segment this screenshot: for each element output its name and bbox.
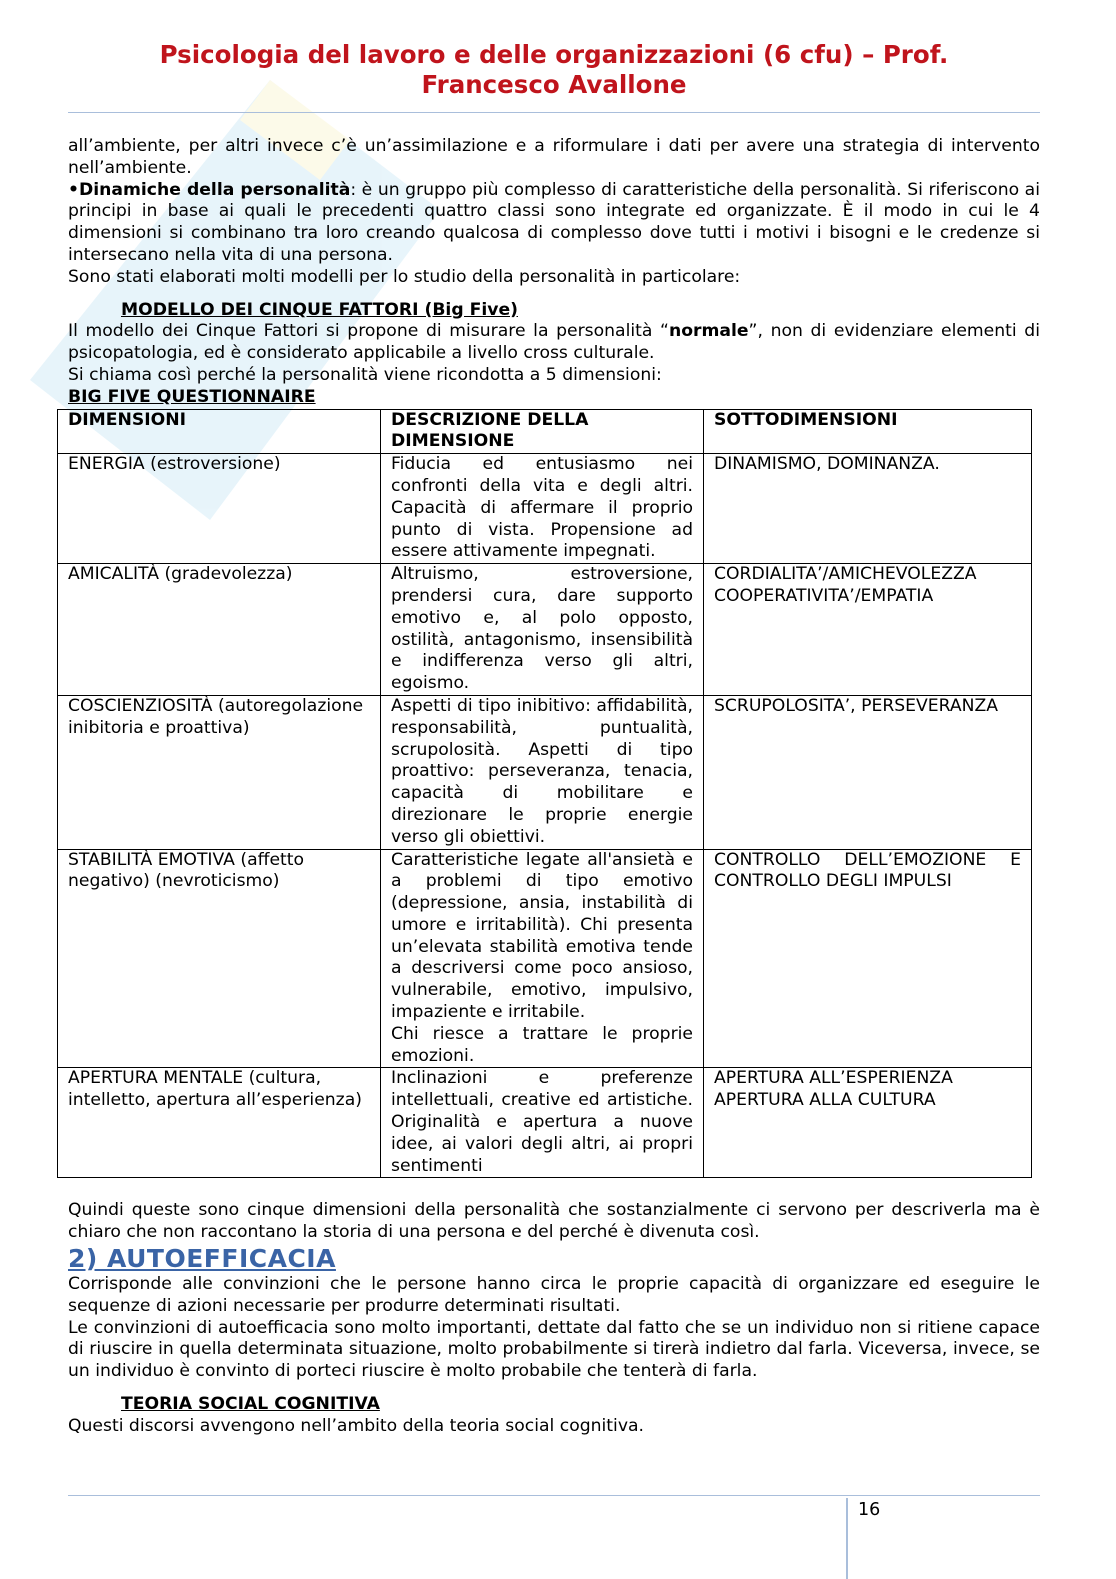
column-header: SOTTODIMENSIONI (704, 409, 1032, 454)
footer-divider (846, 1498, 848, 1579)
column-header: DIMENSIONI (58, 409, 381, 454)
table-row (58, 695, 1032, 849)
column-header: DESCRIZIONE DELLA DIMENSIONE (381, 409, 704, 454)
big-five-heading: MODELLO DEI CINQUE FATTORI (Big Five) (121, 299, 518, 320)
bullet-dinamiche (68, 180, 1040, 267)
big-five-dimensions-intro: Si chiama così perché la personalità viene ricondotta a 5 dimensioni: (68, 364, 662, 385)
after-table-paragraph: Quindi queste sono cinque dimensioni della personalità che sostanzialmente ci servono per descriverla ma è chiaro che non raccontano la storia di una persona e del perché è divenuta così. (68, 1200, 1040, 1243)
dimension-cell: STABILITÀ EMOTIVA (affetto negativo) (nevroticismo) (58, 849, 381, 1068)
dimension-cell: ENERGIA (estroversione) (58, 454, 381, 564)
header-title-line1: Psicologia del lavoro e delle organizzazioni (6 cfu) – Prof. (159, 40, 949, 69)
description-cell: Altruismo, estroversione, prendersi cura, dare supporto emotivo e, al polo opposto, ostilità, antagonismo, insensibilità e indifferenza verso gli altri, egoismo. (381, 564, 704, 696)
big-five-paragraph (68, 321, 1040, 365)
social-cognitive-paragraph: Questi discorsi avvengono nell’ambito della teoria social cognitiva. (68, 1415, 644, 1436)
description-cell (381, 849, 704, 1068)
subdimension-cell: DINAMISMO, DOMINANZA. (704, 454, 1032, 564)
description-cell: Fiducia ed entusiasmo nei confronti della vita e degli altri. Capacità di affermare il proprio punto di vista. Propensione ad essere attivamente impegnati. (381, 454, 704, 564)
page-number: 16 (858, 1500, 881, 1520)
subdimension-cell: APERTURA ALL’ESPERIENZA APERTURA ALLA CULTURA (704, 1068, 1032, 1178)
subdimension-cell: SCRUPOLOSITA’, PERSEVERANZA (704, 695, 1032, 849)
big-five-bold: normale (668, 321, 749, 342)
table-row (58, 454, 1032, 564)
table-header-row (58, 409, 1032, 454)
dimension-cell: COSCIENZIOSITÀ (autoregolazione inibitoria e proattiva) (58, 695, 381, 849)
big-five-table (57, 409, 1032, 1179)
bullet-term: Dinamiche della personalità (79, 179, 351, 200)
table-row (58, 1068, 1032, 1178)
intro-paragraph: all’ambiente, per altri invece c’è un’assimilazione e a riformulare i dati per avere una strategia di intervento nell’ambiente. (68, 136, 1040, 178)
big-five-text-b: ”, non di evidenziare elementi di psicopatologia, ed è considerato applicabile a livello cross culturale. (68, 321, 1040, 364)
description-cell: Inclinazioni e preferenze intellettuali, creative ed artistiche. Originalità e apertura a nuove idee, ai valori degli altri, ai propri sentimenti (381, 1068, 704, 1178)
dimension-cell: AMICALITÀ (gradevolezza) (58, 564, 381, 696)
autoefficacia-paragraph-1: Corrisponde alle convinzioni che le persone hanno circa le proprie capacità di organizzare ed eseguire le sequenze di azioni necessarie per produrre determinati risultati. (68, 1274, 1040, 1316)
description-extra: Chi riesce a trattare le proprie emozioni. (391, 1023, 693, 1066)
document-body (68, 136, 1040, 1438)
table-title: BIG FIVE QUESTIONNAIRE (68, 386, 316, 407)
header-title-line2: Francesco Avallone (421, 70, 687, 99)
bullet-glyph: • (68, 179, 79, 200)
autoefficacia-paragraph-2: Le convinzioni di autoefficacia sono molto importanti, dettate dal fatto che se un individuo non si ritiene capace di riuscire in quella determinata situazione, molto probabilmente si tirerà indietro dal farla. Viceversa, invece, se un individuo è convinto di porteci riuscire è molto probabile che tenterà di farla. (68, 1317, 1040, 1382)
social-cognitive-heading: TEORIA SOCIAL COGNITIVA (121, 1394, 380, 1415)
big-five-text-a: Il modello dei Cinque Fattori si propone di misurare la personalità “ (68, 321, 669, 342)
dimension-cell: APERTURA MENTALE (cultura, intelletto, apertura all’esperienza) (58, 1068, 381, 1178)
footer-rule (68, 1495, 1040, 1496)
bullet-text: : è un gruppo più complesso di caratteristiche della personalità. Si riferiscono ai principi in base ai quali le precedenti quattro classi sono integrate ed organizzate. È il modo in cui le 4 dimensioni si combinano tra loro creando qualcosa di complesso dove tutti i motivi i bisogni e le credenze si intersecano nella vita di una persona. (68, 179, 1040, 265)
subdimension-cell: CONTROLLO DELL’EMOZIONE E CONTROLLO DEGLI IMPULSI (704, 849, 1032, 1068)
table-row (58, 849, 1032, 1068)
header-rule (68, 112, 1040, 113)
table-row (58, 564, 1032, 696)
models-intro: Sono stati elaborati molti modelli per lo studio della personalità in particolare: (68, 266, 741, 287)
subdimension-cell: CORDIALITA’/AMICHEVOLEZZA COOPERATIVITA’/EMPATIA (704, 564, 1032, 696)
description-text: Caratteristiche legate all'ansietà e a problemi di tipo emotivo (depressione, ansia, instabilità di umore e irritabilità). Chi presenta un’elevata stabilità emotiva tende a descriversi come poco ansioso, vulnerabile, emotivo, impulsivo, impaziente e irritabile. (391, 849, 693, 1023)
page-header (68, 40, 1040, 100)
description-cell: Aspetti di tipo inibitivo: affidabilità, responsabilità, puntualità, scrupolosità. Aspetti di tipo proattivo: perseveranza, tenacia, capacità di mobilitare e direzionare le proprie energie verso gli obiettivi. (381, 695, 704, 849)
section-heading-autoefficacia: 2) AUTOEFFICACIA (68, 1244, 336, 1274)
